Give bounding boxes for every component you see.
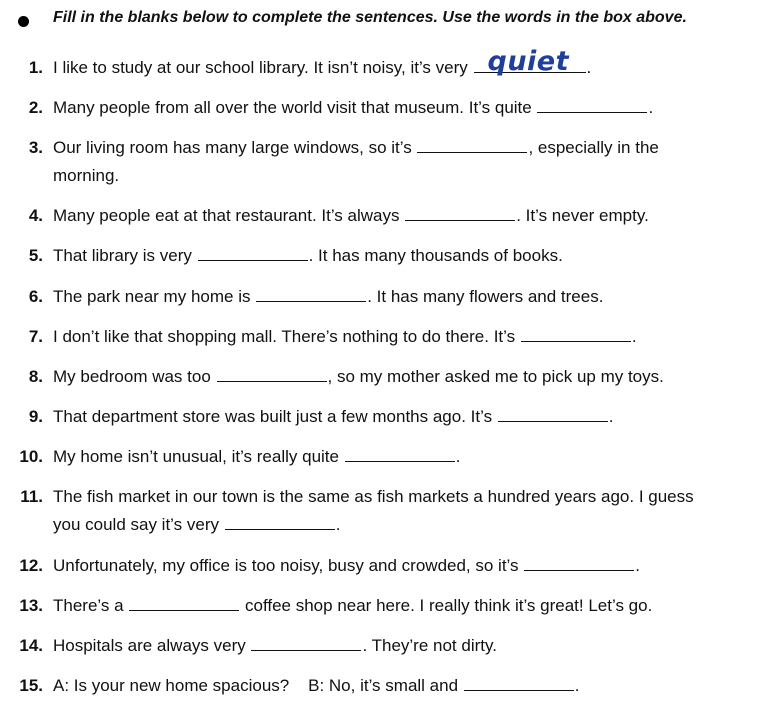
sentence-line: The fish market in our town is the same as fish markets a hundred years ago. I guess — [53, 487, 694, 506]
answer-blank[interactable] — [225, 515, 335, 530]
item-number: 2. — [28, 98, 43, 117]
answer-blank[interactable] — [537, 98, 647, 113]
sentence-text: Our living room has many large windows, so it’s — [53, 138, 417, 157]
sentence-text: I like to study at our school library. It isn’t noisy, it’s very — [53, 58, 473, 77]
item-number: 5. — [28, 246, 43, 265]
answer-blank[interactable] — [474, 46, 586, 77]
answer-blank[interactable] — [256, 287, 366, 302]
item-number: 3. — [28, 138, 43, 157]
sentence-text: Many people eat at that restaurant. It’s always — [53, 206, 405, 225]
sentence-text: My bedroom was too — [53, 367, 216, 386]
item-number: 12. — [19, 556, 43, 575]
sentence-line — [53, 407, 614, 427]
item-number: 6. — [28, 287, 43, 306]
item-number: 11. — [20, 487, 43, 506]
sentence-text: coffee shop near here. I really think it’s great! Let’s go. — [240, 596, 653, 615]
sentence-line — [53, 206, 649, 226]
sentence-line — [53, 556, 640, 576]
sentence-text: Unfortunately, my office is too noisy, busy and crowded, so it’s — [53, 556, 524, 575]
item-number: 9. — [28, 407, 43, 426]
sentence-text: . They’re not dirty. — [362, 636, 497, 655]
instruction-text: Fill in the blanks below to complete the sentences. Use the words in the box above. — [53, 9, 687, 26]
sentence-text: There’s a — [53, 596, 129, 615]
sentence-text: . It has many thousands of books. — [308, 246, 563, 265]
sentence-line — [53, 46, 592, 78]
sentence-text: . It’s never empty. — [516, 206, 649, 225]
sentence-text: . — [608, 407, 614, 426]
answer-blank[interactable] — [417, 138, 527, 153]
sentence-text: , especially in the — [528, 138, 659, 157]
sentence-line — [53, 98, 653, 118]
answer-blank[interactable] — [464, 676, 574, 691]
sentence-line — [53, 246, 563, 266]
sentence-text: . It has many flowers and trees. — [367, 287, 604, 306]
sentence-text: That department store was built just a few months ago. It’s — [53, 407, 497, 426]
answer-blank[interactable] — [405, 206, 515, 221]
item-number: 10. — [19, 447, 43, 466]
sentence-text: . — [586, 58, 592, 77]
answer-blank[interactable] — [521, 327, 631, 342]
sentence-text: . — [648, 98, 654, 117]
sentence-text: Many people from all over the world visit that museum. It’s quite — [53, 98, 537, 117]
answer-blank[interactable] — [129, 596, 239, 611]
sentence-text: , so my mother asked me to pick up my toys. — [327, 367, 664, 386]
sentence-text: . — [335, 515, 341, 534]
sentence-text: My home isn’t unusual, it’s really quite — [53, 447, 344, 466]
sentence-text: . — [574, 676, 580, 695]
instruction-bullet-row — [18, 10, 29, 32]
sentence-line — [53, 138, 659, 158]
sentence-line — [53, 676, 580, 696]
sentence-line — [53, 367, 664, 387]
sentence-text: A: Is your new home spacious? B: No, it’s small and — [53, 676, 463, 695]
answer-blank[interactable] — [524, 556, 634, 571]
item-number: 8. — [28, 367, 43, 386]
item-number: 7. — [28, 327, 43, 346]
sentence-text: That library is very — [53, 246, 197, 265]
sentence-text: Hospitals are always very — [53, 636, 251, 655]
sentence-line — [53, 287, 603, 307]
sentence-line — [53, 636, 497, 656]
bullet-icon — [18, 16, 29, 27]
answer-blank[interactable] — [217, 367, 327, 382]
sentence-line — [53, 596, 652, 616]
item-number: 13. — [19, 596, 43, 615]
item-number: 15. — [19, 676, 43, 695]
sentence-line-continued: morning. — [53, 166, 120, 185]
sentence-text: . — [455, 447, 461, 466]
sentence-text: you could say it’s very — [53, 515, 224, 534]
sentence-text: I don’t like that shopping mall. There’s nothing to do there. It’s — [53, 327, 520, 346]
answer-blank[interactable] — [345, 447, 455, 462]
answer-blank[interactable] — [251, 636, 361, 651]
sentence-text: . — [635, 556, 640, 575]
sentence-text: The park near my home is — [53, 287, 256, 306]
item-number: 4. — [28, 206, 43, 225]
answer-blank[interactable] — [498, 407, 608, 422]
sentence-line — [53, 327, 637, 347]
sentence-line — [53, 447, 460, 467]
sentence-line-continued — [53, 515, 340, 535]
item-number: 1. — [28, 58, 43, 77]
item-number: 14. — [19, 636, 43, 655]
answer-blank[interactable] — [198, 246, 308, 261]
handwritten-answer: quiet — [487, 46, 570, 77]
sentence-text: . — [631, 327, 637, 346]
